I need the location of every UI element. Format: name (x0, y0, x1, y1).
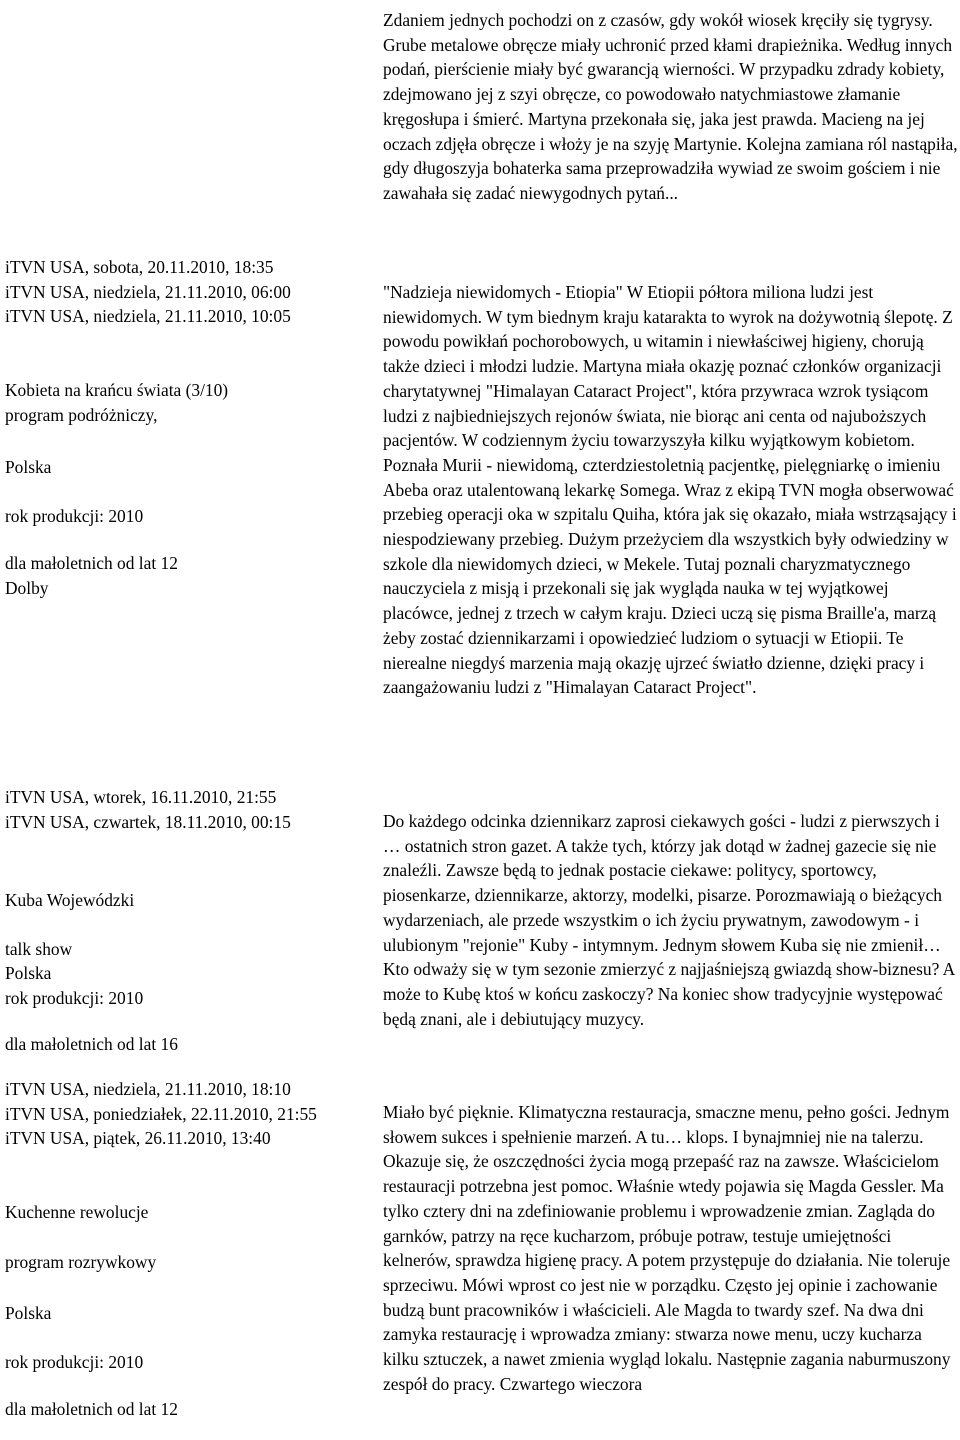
airing: iTVN USA, wtorek, 16.11.2010, 21:55 (5, 787, 277, 807)
show2-country: Polska (5, 963, 52, 983)
show3-airings (5, 1077, 375, 1151)
airing: iTVN USA, niedziela, 21.11.2010, 06:00 (5, 281, 291, 302)
show1-country: Polska (5, 457, 52, 477)
airing: iTVN USA, niedziela, 21.11.2010, 18:10 (5, 1079, 291, 1099)
show3-country: Polska (5, 1303, 52, 1323)
airing: iTVN USA, piątek, 26.11.2010, 13:40 (5, 1128, 271, 1149)
show3-description: Miało być pięknie. Klimatyczna restauracja, smaczne menu, pełno gości. Jednym słowem sukces i spełnienie marzeń. A tu… klops. I bynajmniej nie na talerzu. Okazuje się, że oszczędności życia mogą przepaść raz na zawsze. Właścicielom restauracji potrzebna jest pomoc. Właśnie wtedy pojawia się Magda Gessler. Ma tylko cztery dni na zdefiniowanie problemu i wprowadzenie zmian. Zagląda do garnków, patrzy na ręce kucharzom, próbuje potraw, testuje umiejętności kelnerów, sprawdza higienę pracy. A potem przystępuje do działania. Nie toleruje sprzeciwu. Mówi wprost co jest nie w porządku. Często jej opinie i zachowanie budzą bunt pracowników i właścicieli. Ale Magda to twardy szef. Na dwa dni zamyka restaurację i wprowadza zmiany: stwarza nowe menu, uczy kucharza kilku sztuczek, a nawet zmienia wygląd lokalu. Następnie zagania naburmuszony zespół do pracy. Czwartego wieczora (383, 1102, 951, 1394)
airing: iTVN USA, sobota, 20.11.2010, 18:35 (5, 257, 274, 277)
show3-genre: program rozrywkowy (5, 1252, 157, 1272)
show1-title: Kobieta na krańcu świata (3/10) (5, 380, 229, 400)
show1-airings (5, 255, 375, 329)
show2-title: Kuba Wojewódzki (5, 890, 135, 910)
show1-audio: Dolby (5, 578, 49, 598)
show3-rating: dla małoletnich od lat 12 (5, 1399, 178, 1419)
show0-description: Zdaniem jednych pochodzi on z czasów, gdy wokół wiosek kręciły się tygrysy. Grube metalowe obręcze miały uchronić przed kłami drapieżnika. Według innych podań, pierścienie miały być gwarancją wierności. W przypadku zdrady kobiety, zdejmowano jej z szyi obręcze, co powodowało natychmiastowe złamanie kręgosłupa i śmierć. Martyna przekonała się, jaka jest prawda. Macieng na jej oczach zdjęła obręcze i włoży je na szyję Martynie. Kolejna zamiana ról nastąpiła, gdy długoszyja bohaterka sama przeprowadziła wywiad ze swoim gościem i nie zawahała się zadać niewygodnych pytań... (383, 10, 958, 203)
show3-year: rok produkcji: 2010 (5, 1352, 144, 1372)
show2-description: Do każdego odcinka dziennikarz zaprosi ciekawych gości - ludzi z pierwszych i … ostatnich stron gazet. A także tych, którzy jak dotąd w żadnej gazecie się nie znaleźli. Zawsze będą to jednak postacie ciekawe: politycy, sportowcy, piosenkarze, dziennikarze, aktorzy, modelki, pisarze. Porozmawiają o bieżących wydarzeniach, ale przede wszystkim o ich życiu prywatnym, zawodowym - i ulubionym "rejonie" Kuby - intymnym. Jednym słowem Kuba się nie zmienił… Kto odważy się w tym sezonie zmierzyć z najjaśniejszą gwiazdą show-biznesu? A może to Kubę ktoś w końcu zaskoczy? Na koniec show tradycyjnie występować będą znani, ale i debiutujący muzycy. (383, 811, 955, 1029)
airing: iTVN USA, poniedziałek, 22.11.2010, 21:55 (5, 1103, 317, 1124)
show1-genre: program podróżniczy, (5, 405, 158, 425)
show1-rating: dla małoletnich od lat 12 (5, 553, 178, 573)
show2-genre: talk show (5, 939, 73, 959)
show2-rating: dla małoletnich od lat 16 (5, 1034, 178, 1054)
show1-year: rok produkcji: 2010 (5, 506, 144, 526)
show2-year: rok produkcji: 2010 (5, 988, 144, 1008)
airing: iTVN USA, niedziela, 21.11.2010, 10:05 (5, 306, 291, 327)
show3-title: Kuchenne rewolucje (5, 1202, 149, 1222)
airing: iTVN USA, czwartek, 18.11.2010, 00:15 (5, 811, 291, 832)
show2-airings (5, 785, 375, 834)
show1-description: "Nadzieja niewidomych - Etiopia" W Etiopii półtora miliona ludzi jest niewidomych. W tym biednym kraju katarakta to wyrok na dożywotnią ślepotę. Z powodu powikłań pochorobowych, u witamin i niewłaściwej higieny, chorują także dzieci i młodzi ludzie. Martyna miała okazję poznać członków organizacji charytatywnej "Himalayan Cataract Project", która przywraca wzrok tysiącom ludzi z najbiedniejszych rejonów świata, nie biorąc ani centa od najuboższych pacjentów. W codziennym życiu towarzyszyła kilku wyjątkowym kobietom. Poznała Murii - niewidomą, czterdziestoletnią pacjentkę, pielęgniarkę o imieniu Abeba oraz utalentowaną lekarkę Somega. Wraz z ekipą TVN mogła obserwować przebieg operacji oka w szpitalu Quiha, która jak się okazało, miała wstrząsający i niespodziewany przebieg. Dużym przeżyciem dla wszystkich były odwiedziny w szkole dla niewidomych dzieci, w Mekele. Tutaj poznali charyzmatycznego nauczyciela z misją i przekonali się jak wygląda nauka w tej wyjątkowej placówce, jednej z trzech w całym kraju. Dzieci uczą się pisma Braille'a, marzą żeby zostać dziennikarzami i opowiedzieć ludziom o sytuacji w Etiopii. Te nierealne niegdyś marzenia mają okazję ujrzeć światło dzienne, dzięki pracy i zaangażowaniu ludzi z "Himalayan Cataract Project". (383, 282, 957, 698)
